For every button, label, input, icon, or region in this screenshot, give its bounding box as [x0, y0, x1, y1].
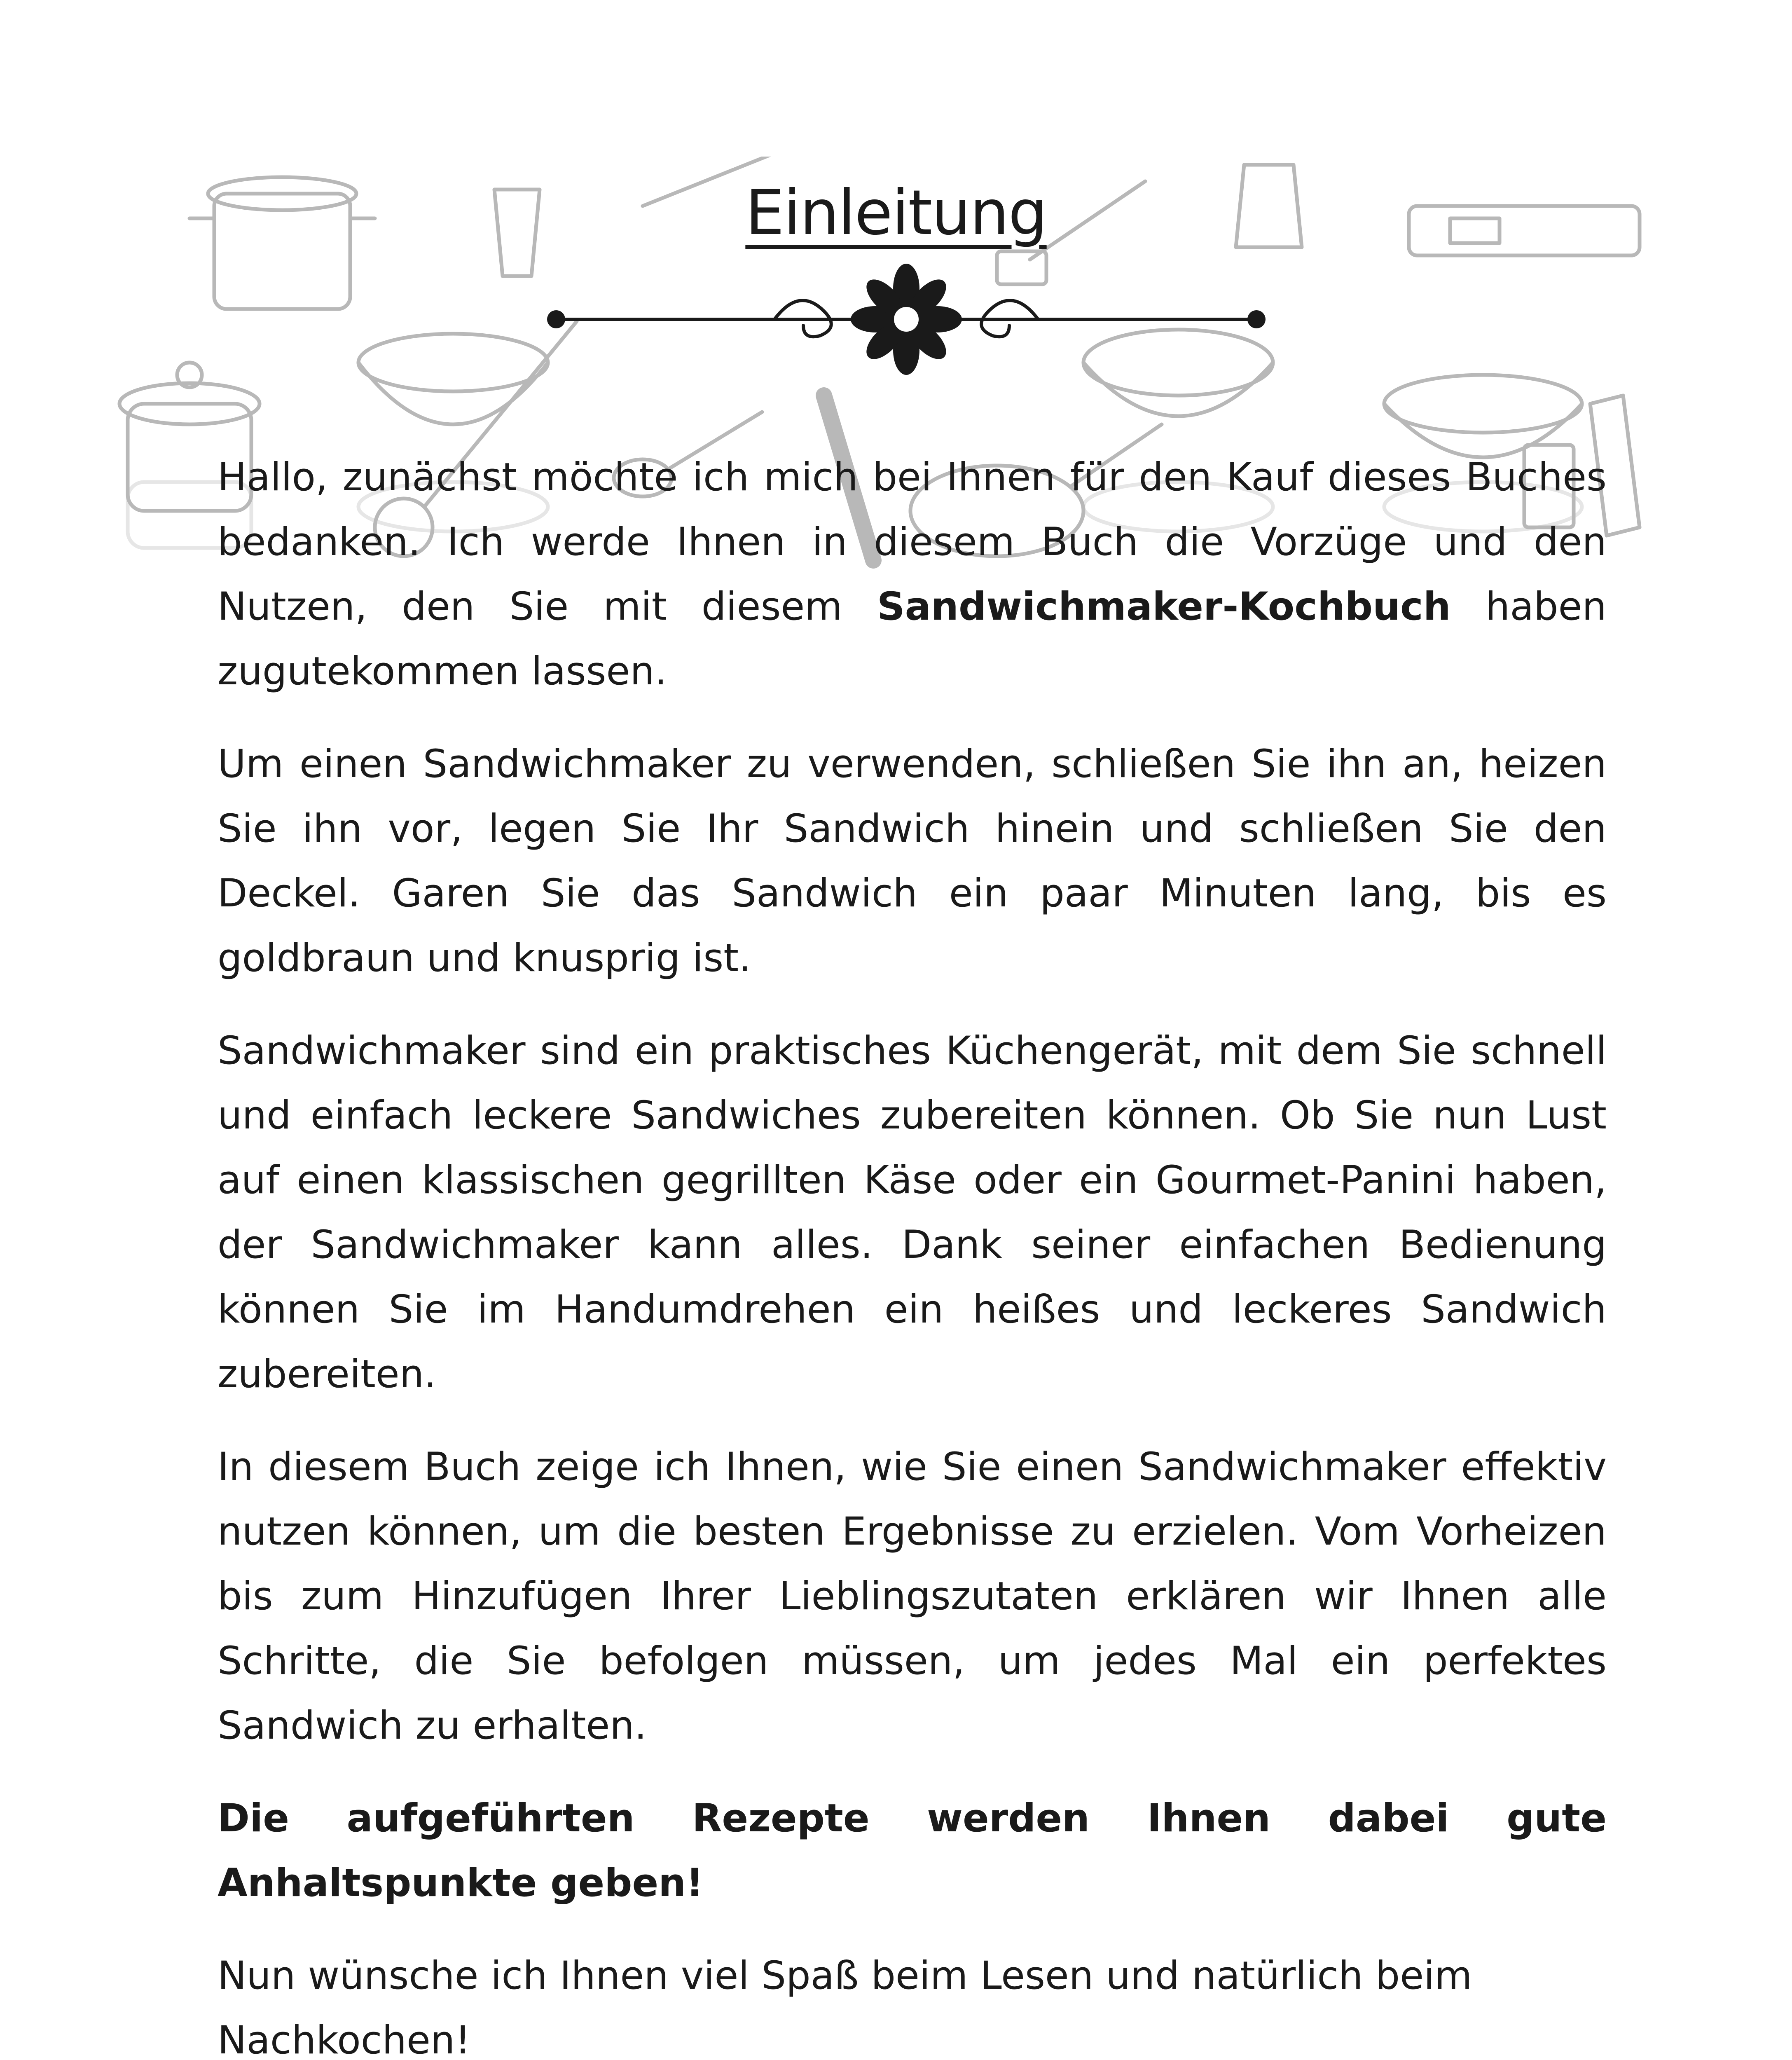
recipes-highlight: Die aufgeführten Rezepte werden Ihnen dabei gute Anhaltspunkte geben! — [218, 1796, 1607, 1906]
paragraph-recipes-highlight — [218, 1786, 1607, 1915]
paragraph-book-content: In diesem Buch zeige ich Ihnen, wie Sie einen Sandwichmaker effektiv nutzen können, um die besten Ergebnisse zu erzielen. Vom Vorheizen bis zum Hinzufügen Ihrer Lieblingszutaten erklären wir Ihnen alle Schritte, die Sie befolgen müssen, um jedes Mal ein perfektes Sandwich zu erhalten. — [218, 1444, 1607, 1748]
flower-divider-icon — [536, 264, 1277, 375]
mixing-bowl-icon — [358, 334, 548, 424]
paragraph-thanks-start: Hallo, zunächst möchte ich mich bei Ihnen für den Kauf dieses Buches bedanken. Ich werde Ihnen in diesem Buch die Vorzüge und den Nutzen, den Sie mit diesem — [218, 455, 1607, 629]
closing-line-2: Nachkochen! — [218, 2018, 471, 2060]
closing-line-1: Nun wünsche ich Ihnen viel Spaß beim Lesen und natürlich beim — [218, 1953, 1472, 1998]
book-title-highlight: Sandwichmaker-Kochbuch — [877, 584, 1451, 629]
paragraph-thanks — [218, 445, 1607, 704]
paragraph-usage: Um einen Sandwichmaker zu verwenden, schließen Sie ihn an, heizen Sie ihn vor, legen Sie Ihr Sandwich hinein und schließen Sie den Deckel. Garen Sie das Sandwich ein paar Minuten lang, bis es goldbraun und knusprig ist. — [218, 742, 1607, 981]
page-title: Einleitung — [745, 177, 1047, 249]
paragraph-benefits: Sandwichmaker sind ein praktisches Küchengerät, mit dem Sie schnell und einfach leckere Sandwiches zubereiten können. Ob Sie nun Lust auf einen klassischen gegrillten Käse oder ein Gourmet-Panini haben, der Sandwichmaker kann alles. Dank seiner einfachen Bedienung können Sie im Handumdrehen ein heißes und leckeres Sandwich zubereiten. — [218, 1028, 1607, 1397]
body-text — [218, 445, 1607, 2060]
paragraph-thanks-end: haben zugutekommen lassen. — [218, 584, 1607, 694]
paragraph-closing — [218, 1943, 1607, 2060]
